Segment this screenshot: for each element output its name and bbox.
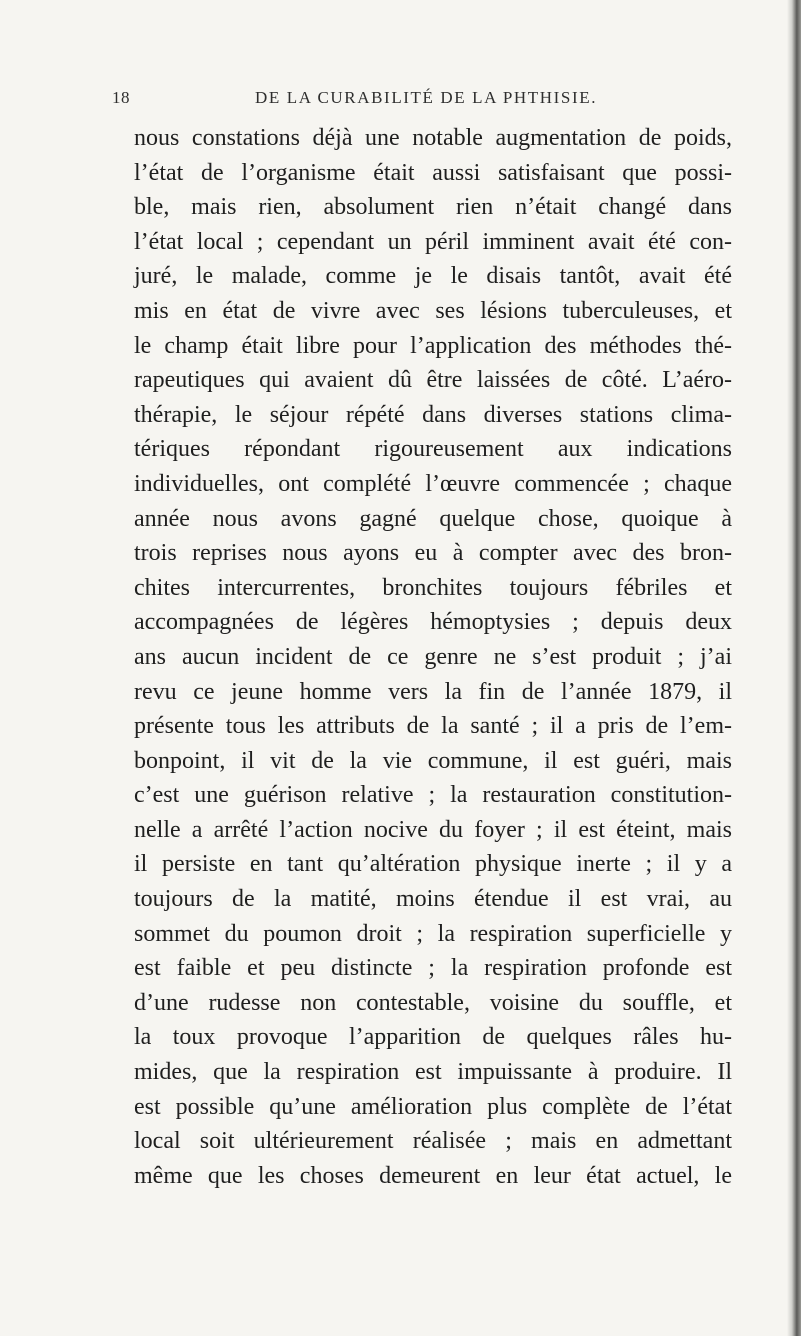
text-line: accompagnées de légères hémoptysies ; depuis deux (134, 609, 732, 636)
text-line: ans aucun incident de ce genre ne s’est produit ; j’ai (134, 643, 732, 670)
text-line: sommet du poumon droit ; la respiration superficielle y (134, 920, 732, 947)
text-line: trois reprises nous ayons eu à compter avec des bron- (134, 540, 732, 567)
text-line: tériques répondant rigoureusement aux indications (134, 436, 732, 463)
text-line: même que les choses demeurent en leur état actuel, le (134, 1162, 732, 1189)
text-line: est possible qu’une amélioration plus complète de l’état (134, 1093, 732, 1120)
text-line: ble, mais rien, absolument rien n’était changé dans (134, 194, 732, 221)
page-number: 18 (112, 88, 130, 107)
text-line: nelle a arrêté l’action nocive du foyer ; il est éteint, mais (134, 816, 732, 843)
page-header (112, 88, 724, 112)
page-edge-shadow (787, 0, 801, 1336)
text-line: c’est une guérison relative ; la restauration constitution- (134, 782, 732, 809)
text-line: l’état de l’organisme était aussi satisfaisant que possi- (134, 159, 732, 186)
text-line: thérapie, le séjour répété dans diverses stations clima- (134, 401, 732, 428)
text-line: individuelles, ont complété l’œuvre commencée ; chaque (134, 470, 732, 497)
text-line: la toux provoque l’apparition de quelques râles hu- (134, 1024, 732, 1051)
text-line: revu ce jeune homme vers la fin de l’année 1879, il (134, 678, 732, 705)
text-line: rapeutiques qui avaient dû être laissées de côté. L’aéro- (134, 367, 732, 394)
text-line: l’état local ; cependant un péril imminent avait été con- (134, 228, 732, 255)
text-line: bonpoint, il vit de la vie commune, il est guéri, mais (134, 747, 732, 774)
body-text (134, 121, 732, 1193)
text-line: d’une rudesse non contestable, voisine du souffle, et (134, 989, 732, 1016)
text-line: toujours de la matité, moins étendue il est vrai, au (134, 886, 732, 913)
text-line: il persiste en tant qu’altération physique inerte ; il y a (134, 851, 732, 878)
text-line: présente tous les attributs de la santé ; il a pris de l’em- (134, 713, 732, 740)
text-line: chites intercurrentes, bronchites toujours fébriles et (134, 574, 732, 601)
running-title: DE LA CURABILITÉ DE LA PHTHISIE. (255, 88, 598, 107)
text-line: année nous avons gagné quelque chose, quoique à (134, 505, 732, 532)
text-line: mides, que la respiration est impuissante à produire. Il (134, 1059, 732, 1086)
text-line: nous constations déjà une notable augmentation de poids, (134, 125, 732, 151)
text-line: local soit ultérieurement réalisée ; mais en admettant (134, 1128, 732, 1155)
text-line: mis en état de vivre avec ses lésions tuberculeuses, et (134, 297, 732, 324)
text-line: le champ était libre pour l’application des méthodes thé- (134, 332, 732, 359)
text-line: juré, le malade, comme je le disais tantôt, avait été (134, 263, 732, 290)
text-line: est faible et peu distincte ; la respiration profonde est (134, 955, 732, 982)
